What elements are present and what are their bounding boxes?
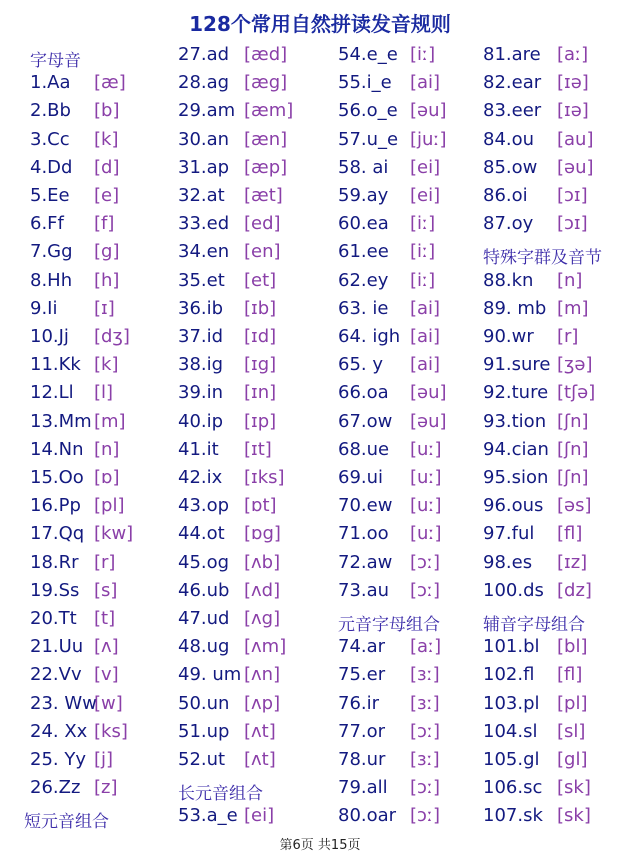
rule-phonetic: [iː]	[410, 213, 436, 235]
rule-phonetic: [r]	[557, 326, 579, 347]
rule-phonetic: [ɔː]	[410, 579, 440, 601]
rule-spelling: 86.oi	[483, 185, 528, 206]
rule-phonetic: [ks]	[94, 720, 128, 742]
rule-phonetic: [gl]	[557, 749, 588, 770]
rule-spelling: 43.op	[178, 495, 230, 517]
rule-spelling: 75.er	[338, 664, 386, 686]
rule-spelling: 17.Qq	[30, 523, 85, 545]
rule-spelling: 95.sion	[483, 467, 549, 488]
rule-phonetic: [ʒə]	[557, 354, 593, 376]
rule-phonetic: [iː]	[410, 44, 436, 65]
rule-spelling: 72.aw	[338, 551, 393, 573]
rule-spelling: 15.Oo	[30, 467, 84, 488]
rule-phonetic: [dz]	[557, 579, 592, 601]
rule-phonetic: [ɪd]	[244, 326, 277, 347]
rule-spelling: 84.ou	[483, 128, 535, 150]
rule-phonetic: [f]	[94, 213, 115, 235]
rule-spelling: 83.eer	[483, 100, 542, 122]
rule-phonetic: [æd]	[244, 44, 288, 65]
rule-phonetic: [ʌn]	[244, 664, 281, 686]
rule-spelling: 7.Gg	[30, 241, 73, 263]
rule-spelling: 106.sc	[483, 777, 543, 799]
rule-phonetic: [ɪz]	[557, 551, 588, 573]
rule-spelling: 104.sl	[483, 720, 538, 742]
rule-spelling: 58. ai	[338, 156, 389, 178]
rule-spelling: 60.ea	[338, 213, 389, 235]
rule-phonetic: [iː]	[410, 269, 436, 291]
rule-phonetic: [ɪə]	[557, 100, 589, 122]
rule-spelling: 14.Nn	[30, 438, 84, 460]
rule-spelling: 91.sure	[483, 354, 551, 376]
rule-phonetic: [k]	[94, 354, 119, 376]
rule-spelling: 80.oar	[338, 805, 397, 827]
section-heading: 特殊字群及音节	[483, 248, 602, 269]
rule-phonetic: [t]	[94, 608, 116, 629]
rule-phonetic: [ei]	[244, 805, 275, 827]
rule-spelling: 98.es	[483, 551, 533, 573]
rule-spelling: 46.ub	[178, 579, 230, 601]
rule-spelling: 45.og	[178, 551, 230, 573]
rule-spelling: 65. y	[338, 354, 383, 376]
rule-phonetic: [ɪ]	[94, 297, 115, 319]
rule-spelling: 107.sk	[483, 805, 543, 827]
rule-phonetic: [ɜː]	[410, 749, 440, 770]
rule-spelling: 79.all	[338, 777, 388, 799]
rule-phonetic: [ɔː]	[410, 777, 440, 799]
rule-phonetic: [m]	[94, 410, 126, 432]
rule-spelling: 26.Zz	[30, 777, 81, 799]
rule-phonetic: [j]	[94, 749, 114, 770]
rule-phonetic: [en]	[244, 241, 281, 263]
section-heading: 字母音	[30, 51, 81, 71]
rule-spelling: 96.ous	[483, 495, 544, 517]
rule-spelling: 37.id	[178, 326, 224, 347]
rule-spelling: 34.en	[178, 241, 230, 263]
rule-phonetic: [tʃə]	[557, 382, 596, 404]
rule-spelling: 1.Aa	[30, 72, 71, 94]
rule-phonetic: [æn]	[244, 128, 288, 150]
rule-spelling: 77.or	[338, 720, 386, 742]
rule-spelling: 71.oo	[338, 523, 389, 545]
rule-spelling: 28.ag	[178, 72, 230, 94]
rule-spelling: 48.ug	[178, 636, 230, 658]
section-heading: 长元音组合	[178, 784, 263, 805]
rule-spelling: 51.up	[178, 720, 230, 742]
rule-spelling: 19.Ss	[30, 579, 80, 601]
rule-phonetic: [b]	[94, 100, 120, 122]
rule-phonetic: [l]	[94, 382, 114, 404]
rule-spelling: 2.Bb	[30, 100, 71, 122]
rule-spelling: 39.in	[178, 382, 224, 404]
rule-phonetic: [ʌ]	[94, 636, 119, 658]
rule-phonetic: [ed]	[244, 213, 281, 235]
rule-phonetic: [uː]	[410, 438, 442, 460]
rule-phonetic: [sl]	[557, 720, 586, 742]
rule-spelling: 52.ut	[178, 749, 226, 770]
rule-spelling: 42.ix	[178, 467, 223, 488]
rule-spelling: 88.kn	[483, 269, 534, 291]
rule-phonetic: [ai]	[410, 326, 441, 347]
rule-phonetic: [au]	[557, 128, 594, 150]
rule-spelling: 87.oy	[483, 213, 534, 235]
rule-phonetic: [ɪp]	[244, 410, 277, 432]
rule-spelling: 41.it	[178, 438, 219, 460]
rule-phonetic: [n]	[94, 438, 120, 460]
rule-spelling: 68.ue	[338, 438, 390, 460]
rule-phonetic: [k]	[94, 128, 119, 150]
rule-spelling: 81.are	[483, 44, 541, 65]
rule-spelling: 22.Vv	[30, 664, 82, 686]
rule-spelling: 93.tion	[483, 410, 547, 432]
rule-spelling: 32.at	[178, 185, 225, 206]
rule-phonetic: [fl]	[557, 523, 583, 545]
rule-spelling: 89. mb	[483, 297, 547, 319]
rule-spelling: 27.ad	[178, 44, 230, 65]
rule-phonetic: [g]	[94, 241, 120, 263]
rule-spelling: 85.ow	[483, 156, 538, 178]
rule-phonetic: [ʌm]	[244, 636, 287, 658]
page-footer: 第6页 共15页	[279, 838, 361, 853]
rule-phonetic: [əu]	[557, 156, 594, 178]
rule-spelling: 101.bl	[483, 636, 540, 658]
rule-phonetic: [e]	[94, 185, 120, 206]
rule-phonetic: [sk]	[557, 805, 591, 827]
rule-phonetic: [ʃn]	[557, 410, 589, 432]
rule-phonetic: [æm]	[244, 100, 294, 122]
rule-phonetic: [ɪə]	[557, 72, 589, 94]
rule-spelling: 21.Uu	[30, 636, 84, 658]
rule-spelling: 29.am	[178, 100, 236, 122]
rule-spelling: 36.ib	[178, 297, 224, 319]
rule-phonetic: [ai]	[410, 297, 441, 319]
rule-spelling: 102.fl	[483, 664, 535, 686]
rule-phonetic: [ʌb]	[244, 551, 281, 573]
rule-spelling: 59.ay	[338, 185, 389, 206]
rule-phonetic: [æg]	[244, 72, 288, 94]
rule-spelling: 5.Ee	[30, 185, 70, 206]
rule-spelling: 30.an	[178, 128, 230, 150]
rule-phonetic: [ɪt]	[244, 438, 272, 460]
rule-phonetic: [uː]	[410, 467, 442, 488]
rule-phonetic: [ɜː]	[410, 664, 440, 686]
rule-spelling: 103.pl	[483, 692, 540, 714]
rule-phonetic: [z]	[94, 777, 118, 799]
rule-phonetic: [əu]	[410, 100, 447, 122]
rule-phonetic: [pl]	[557, 692, 588, 714]
rule-phonetic: [ʌt]	[244, 720, 276, 742]
rule-spelling: 90.wr	[483, 326, 534, 347]
page-title: 128个常用自然拼读发音规则	[189, 12, 451, 36]
rule-spelling: 35.et	[178, 269, 225, 291]
rule-spelling: 100.ds	[483, 579, 544, 601]
rule-phonetic: [sk]	[557, 777, 591, 799]
rule-spelling: 38.ig	[178, 354, 224, 376]
rule-spelling: 70.ew	[338, 495, 393, 517]
rule-spelling: 8.Hh	[30, 269, 73, 291]
rule-spelling: 23. Ww	[30, 692, 97, 714]
rule-phonetic: [ɜː]	[410, 692, 440, 714]
rule-spelling: 3.Cc	[30, 128, 70, 150]
rule-spelling: 67.ow	[338, 410, 393, 432]
rule-phonetic: [s]	[94, 579, 118, 601]
rule-phonetic: [ʃn]	[557, 438, 589, 460]
rule-phonetic: [uː]	[410, 495, 442, 517]
rule-phonetic: [æp]	[244, 156, 288, 178]
rule-spelling: 61.ee	[338, 241, 389, 263]
rule-spelling: 56.o_e	[338, 100, 398, 122]
rule-phonetic: [ɪks]	[244, 467, 285, 488]
rule-spelling: 62.ey	[338, 269, 389, 291]
rule-phonetic: [m]	[557, 297, 589, 319]
rule-phonetic: [n]	[557, 269, 583, 291]
rule-spelling: 50.un	[178, 692, 230, 714]
rule-phonetic: [ʌp]	[244, 692, 281, 714]
rule-phonetic: [aː]	[410, 636, 442, 658]
section-heading: 元音字母组合	[338, 615, 440, 635]
rule-spelling: 78.ur	[338, 749, 386, 770]
rule-spelling: 66.oa	[338, 382, 389, 404]
rule-spelling: 24. Xx	[30, 720, 88, 742]
rule-phonetic: [ɔɪ]	[557, 185, 588, 206]
rule-spelling: 97.ful	[483, 523, 535, 545]
rule-spelling: 74.ar	[338, 636, 386, 658]
rule-spelling: 49. um	[178, 664, 242, 686]
rule-phonetic: [ɔː]	[410, 720, 440, 742]
rule-phonetic: [iː]	[410, 241, 436, 263]
rule-phonetic: [ʃn]	[557, 467, 589, 488]
rule-phonetic: [ɪn]	[244, 382, 277, 404]
rule-spelling: 4.Dd	[30, 156, 73, 178]
rule-phonetic: [dʒ]	[94, 326, 130, 347]
rule-phonetic: [əu]	[410, 410, 447, 432]
rule-phonetic: [pl]	[94, 495, 125, 517]
section-heading: 短元音组合	[24, 812, 109, 833]
rule-spelling: 16.Pp	[30, 495, 81, 517]
rule-spelling: 18.Rr	[30, 551, 79, 573]
rule-spelling: 63. ie	[338, 297, 389, 319]
rule-phonetic: [ɒg]	[244, 523, 281, 545]
rule-phonetic: [ɪg]	[244, 354, 277, 376]
rule-spelling: 13.Mm	[30, 410, 92, 432]
rule-phonetic: [əs]	[557, 495, 592, 517]
rule-phonetic: [kw]	[94, 523, 134, 545]
rule-spelling: 73.au	[338, 579, 390, 601]
rule-phonetic: [ɔː]	[410, 805, 440, 827]
rule-phonetic: [ʌd]	[244, 579, 281, 601]
rule-spelling: 105.gl	[483, 749, 540, 770]
rule-phonetic: [æt]	[244, 185, 283, 206]
rule-phonetic: [ɔː]	[410, 551, 440, 573]
rule-phonetic: [æ]	[94, 72, 126, 94]
rule-phonetic: [fl]	[557, 664, 583, 686]
rule-spelling: 12.Ll	[30, 382, 74, 404]
rule-spelling: 82.ear	[483, 72, 542, 94]
rule-spelling: 25. Yy	[30, 749, 86, 770]
rule-phonetic: [ɔɪ]	[557, 213, 588, 235]
rule-spelling: 44.ot	[178, 523, 225, 545]
rule-spelling: 57.u_e	[338, 128, 399, 150]
rule-phonetic: [əu]	[410, 382, 447, 404]
rule-spelling: 55.i_e	[338, 72, 392, 94]
rule-phonetic: [aː]	[557, 44, 589, 65]
rule-spelling: 10.Jj	[30, 326, 69, 347]
rule-phonetic: [ai]	[410, 72, 441, 94]
rule-phonetic: [h]	[94, 269, 120, 291]
rule-phonetic: [juː]	[410, 128, 447, 150]
rule-spelling: 64. igh	[338, 326, 401, 347]
rule-spelling: 11.Kk	[30, 354, 81, 376]
rule-phonetic: [ʌg]	[244, 608, 281, 629]
rule-spelling: 40.ip	[178, 410, 224, 432]
rule-phonetic: [ai]	[410, 354, 441, 376]
rule-spelling: 76.ir	[338, 692, 380, 714]
rule-spelling: 33.ed	[178, 213, 230, 235]
rule-spelling: 94.cian	[483, 438, 549, 460]
rule-spelling: 47.ud	[178, 608, 230, 629]
rule-phonetic: [v]	[94, 664, 119, 686]
rule-phonetic: [bl]	[557, 636, 588, 658]
rule-spelling: 53.a_e	[178, 805, 238, 827]
rule-spelling: 69.ui	[338, 467, 384, 488]
rule-phonetic: [et]	[244, 269, 277, 291]
rule-phonetic: [uː]	[410, 523, 442, 545]
rule-phonetic: [w]	[94, 692, 123, 714]
rule-spelling: 54.e_e	[338, 44, 398, 65]
rule-phonetic: [ei]	[410, 156, 441, 178]
rule-phonetic: [ɪb]	[244, 297, 277, 319]
rule-spelling: 9.Ii	[30, 297, 58, 319]
section-heading: 辅音字母组合	[483, 615, 585, 635]
rule-phonetic: [d]	[94, 156, 120, 178]
rule-phonetic: [ʌt]	[244, 749, 276, 770]
rule-spelling: 31.ap	[178, 156, 230, 178]
rule-spelling: 92.ture	[483, 382, 549, 404]
rule-phonetic: [ɒt]	[244, 495, 277, 517]
rule-phonetic: [ei]	[410, 185, 441, 206]
rule-spelling: 20.Tt	[30, 608, 77, 629]
rule-phonetic: [ɒ]	[94, 467, 120, 488]
rule-spelling: 6.Ff	[30, 213, 64, 235]
rule-phonetic: [r]	[94, 551, 116, 573]
